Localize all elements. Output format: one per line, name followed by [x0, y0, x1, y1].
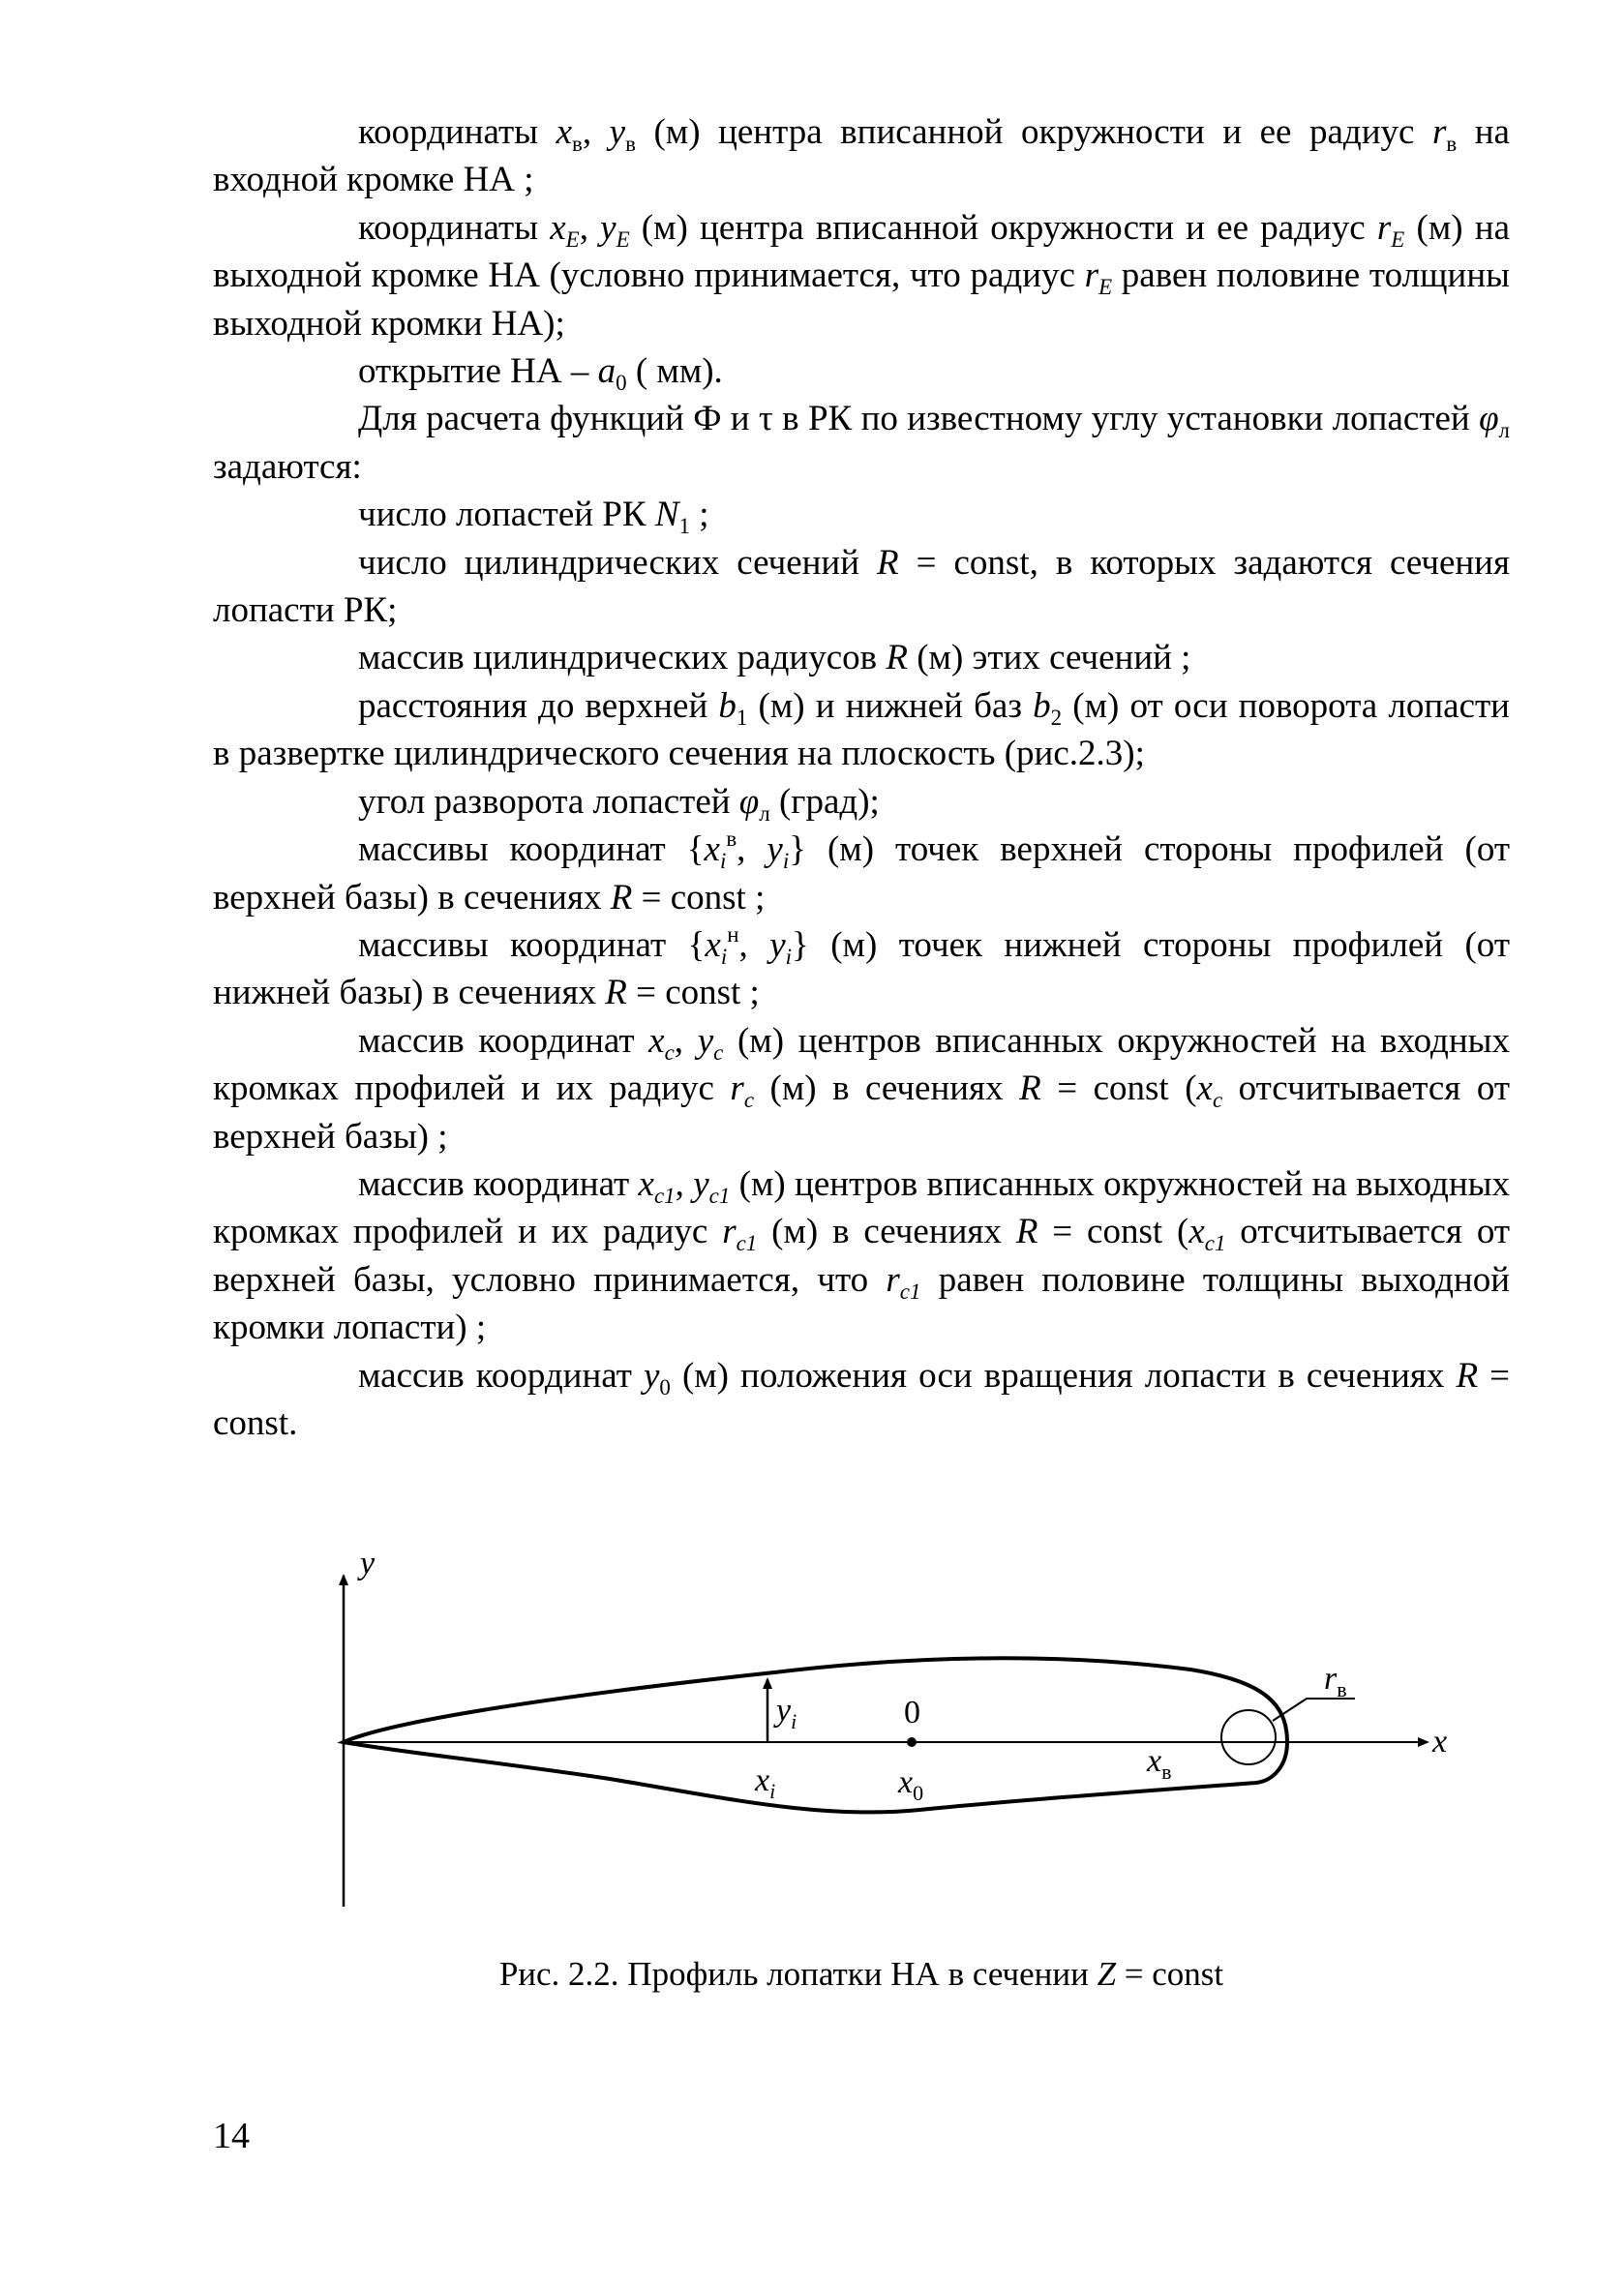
paragraph-opening: открытие НА – $a_0$ ( мм). [358, 351, 723, 396]
body-text [213, 108, 1510, 1447]
origin-label: 0 [904, 1695, 920, 1730]
paragraph-lower-coords: массивы координат {$x_i^н$, $y_i$} (м) точек нижней стороны профилей (от нижней базы) в сечениях R = const ; [213, 922, 1510, 1013]
figure-caption: Рис. 2.2. Профиль лопатки НА в сечении Z = const [498, 1955, 1224, 1993]
x0-label: $x_0$ [898, 1764, 924, 1805]
x-axis-label: x [1432, 1724, 1448, 1760]
leading-edge-circle [1221, 1710, 1276, 1764]
rv-leader-line [1273, 1699, 1355, 1721]
y-axis-label: y [360, 1549, 376, 1581]
paragraph-sections-count: число цилиндрических сечений R = const, в которых задаются сечения лопасти РК; [213, 542, 1510, 631]
page-number: 14 [213, 2116, 250, 2156]
paragraph-upper-coords: массивы координат {$x_i^в$, $y_i$} (м) точек верхней стороны профилей (от верхней базы) в сечениях R = const ; [213, 827, 1510, 918]
paragraph-inlet-centers: массив координат $x_c$, $y_c$ (м) центров вписанных окружностей на входных кромках профилей и их радиус $r_c$ (м) в сечениях R = const ($x_c$ отсчитывается от верхней базы) ; [213, 1020, 1511, 1157]
paragraph-bases: расстояния до верхней $b_1$ (м) и нижней баз $b_2$ (м) от оси поворота лопасти в развертке цилиндрического сечения на плоскость (рис.2.3); [213, 685, 1510, 774]
paragraph-axis-position: массив координат $y_0$ (м) положения оси вращения лопасти в сечениях R = const. [213, 1355, 1510, 1443]
paragraph-radii: массив цилиндрических радиусов R (м) этих сечений ; [358, 638, 1191, 678]
paragraph-outlet-centers: массив координат $x_{c1}$, $y_{c1}$ (м) центров вписанных окружностей на выходных кромках профилей и их радиус $r_{c1}$ (м) в сечениях R = const ($x_{c1}$ отсчитывается от верхней базы, условно принимается, что $r_{c1}$ равен половине толщины выходной кромки лопасти) ; [213, 1163, 1511, 1348]
blade-profile-outline [344, 1658, 1287, 1812]
xv-label: $x_в$ [1147, 1743, 1172, 1784]
blade-profile-diagram [319, 1549, 1471, 1916]
paragraph-functions: Для расчета функций Ф и τ в РК по известному углу установки лопастей $\varphi_л$ задаются: [213, 399, 1510, 487]
paragraph-inlet-circle: координаты $x_в$, $y_в$ (м) центра вписанной окружности и ее радиус $r_в$ на входной кромке НА ; [213, 112, 1510, 200]
paragraph-outlet-circle: координаты $x_E$, $y_E$ (м) центра вписанной окружности и ее радиус $r_E$ (м) на выходной кромке НА (условно принимается, что радиус $r_E$ равен половине толщины выходной кромки НА); [213, 207, 1510, 344]
rotation-axis-point [907, 1737, 917, 1747]
paragraph-angle: угол разворота лопастей $\varphi_л$ (град); [358, 781, 880, 826]
xi-label: $x_i$ [755, 1762, 776, 1803]
blade-profile-figure [319, 1549, 1471, 1916]
yi-label: $y_i$ [776, 1693, 797, 1733]
paragraph-blade-count: число лопастей РК $N_1$ ; [358, 495, 709, 539]
rv-label: $r_в$ [1324, 1661, 1347, 1701]
